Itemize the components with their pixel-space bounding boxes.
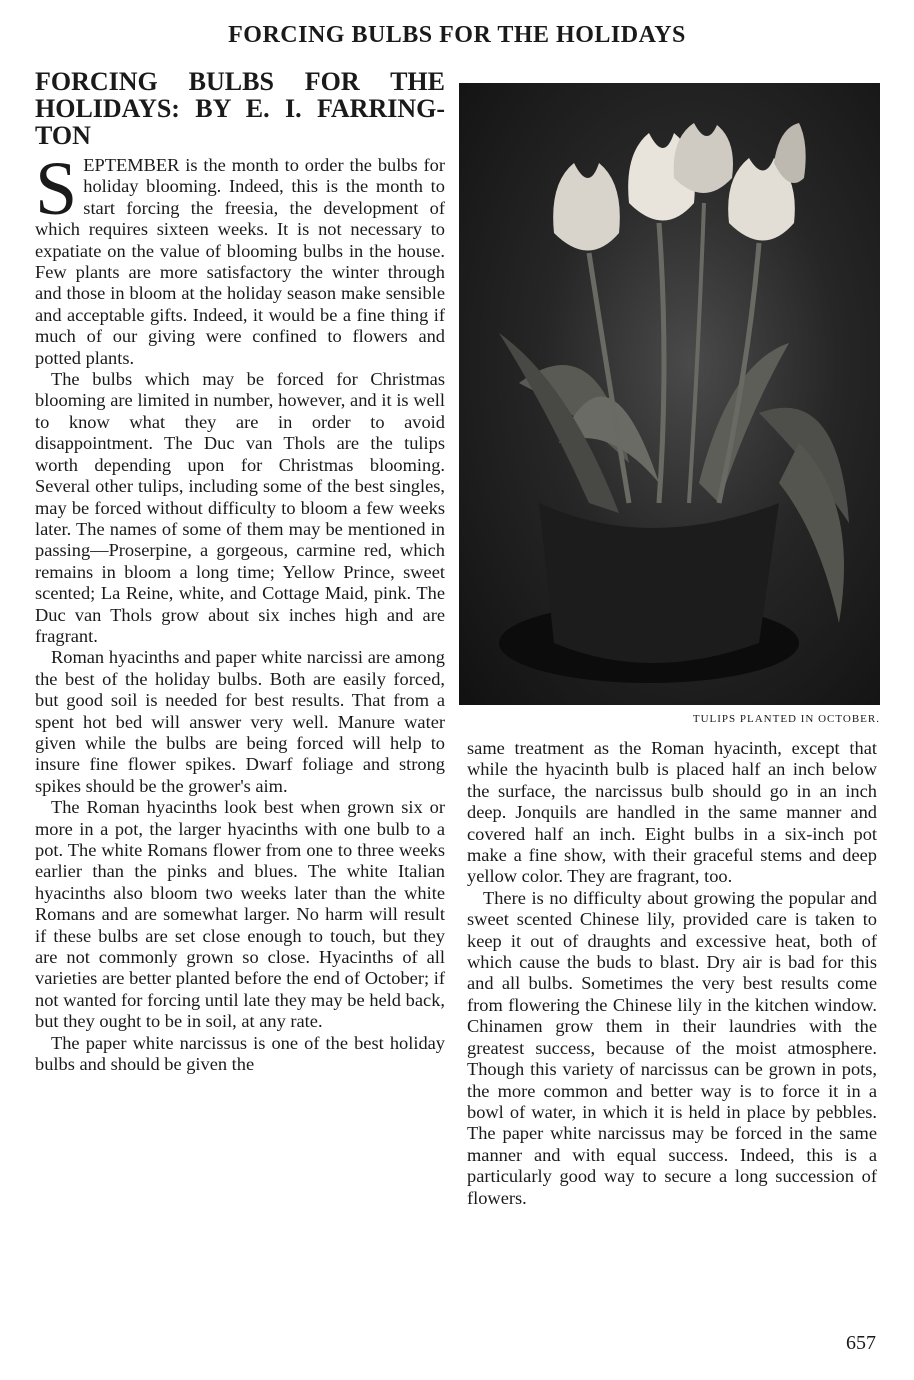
left-column [35,68,445,1075]
tulip-bloom [674,123,733,193]
tulip-bloom [553,163,620,251]
flower-pot [539,503,779,663]
figure-caption: TULIPS PLANTED IN OCTOBER. [692,713,880,725]
paragraph-1-text: EPTEMBER is the month to order the bulbs for holiday blooming. Indeed, this is the month to start forcing the freesia, the development of which requires sixteen weeks. It is not necessary to expatiate on the value of blooming bulbs in the house. Few plants are more satisfactory the winter through and those in bloom at the holiday season make sensible and acceptable gifts. Indeed, it would be a fine thing if much of our giving were confined to flowers and potted plants. [35,155,445,368]
paragraph-4: The Roman hyacinths look best when grown six or more in a pot, the larger hyacinths with one bulb to a pot. The white Romans flower from one to three weeks earlier than the pinks and blues. The white Italian hyacinths also bloom two weeks later than the white Romans and are somewhat larger. No harm will result if these bulbs are set close enough to touch, but they are not commonly grown so close. Hyacinths of all varieties are better planted before the end of October; if not wanted for forcing until late they may be held back, but they ought to be in soil, at any rate. [35,797,445,1032]
right-column [467,738,877,1209]
page-number: 657 [846,1332,876,1354]
tulip-stem [659,223,664,503]
drop-cap: S [35,147,78,231]
paragraph-6: same treatment as the Roman hyacinth, except that while the hyacinth bulb is placed half an inch below the surface, the narcissus bulb should go in an inch deep. Jonquils are handled in the same manner and covered half an inch. Eight bulbs in a six-inch pot make a fine show, with their graceful stems and deep yellow color. They are fragrant, too. [467,738,877,887]
paragraph-2: The bulbs which may be forced for Christmas blooming are limited in number, however, and it is well to know what they are in order to avoid disappointment. The Duc van Thols are the tulips worth depending upon for Christmas blooming. Several other tulips, including some of the best singles, may be forced without difficulty to bloom a few weeks later. The names of some of them may be mentioned in passing—Proserpine, a gorgeous, carmine red, which remains in bloom a long time; Yellow Prince, sweet scented; La Reine, white, and Cottage Maid, pink. The Duc van Thols grow about six inches high and are fragrant. [35,369,445,646]
tulip-stem [689,203,704,503]
tulip-photograph [459,83,880,705]
paragraph-7: There is no difficulty about growing the popular and sweet scented Chinese lily, provided care is taken to keep it out of draughts and excessive heat, both of which cause the buds to blast. Dry air is bad for this and all bulbs. Sometimes the very best results come from flowering the Chinese lily in the kitchen window. Chinamen grow them in their laundries with the greatest success, because of the moist atmosphere. Though this variety of narcissus can be grown in pots, the more common and better way is to force it in a bowl of water, in which it is held in place by pebbles. The paper white narcissus may be forced in the same manner and with equal success. Indeed, this is a particularly good way to secure a long succession of flowers. [467,887,877,1208]
running-head: FORCING BULBS FOR THE HOLIDAYS [228,22,686,48]
paragraph-5: The paper white narcissus is one of the best holiday bulbs and should be given the [35,1032,445,1075]
article-title: FORCING BULBS FOR THE HOLIDAYS: BY E. I. FARRING-TON [35,67,445,150]
paragraph-3: Roman hyacinths and paper white narcissi are among the best of the holiday bulbs. Both are easily forced, but good soil is needed for best results. That from a spent hot bed will answer very well. Manure water given while the bulbs are being forced will help to insure fine flower spikes. Dwarf foliage and strong spikes should be the grower's aim. [35,647,445,796]
tulip-illustration [459,83,880,705]
paragraph-1 [35,147,445,369]
